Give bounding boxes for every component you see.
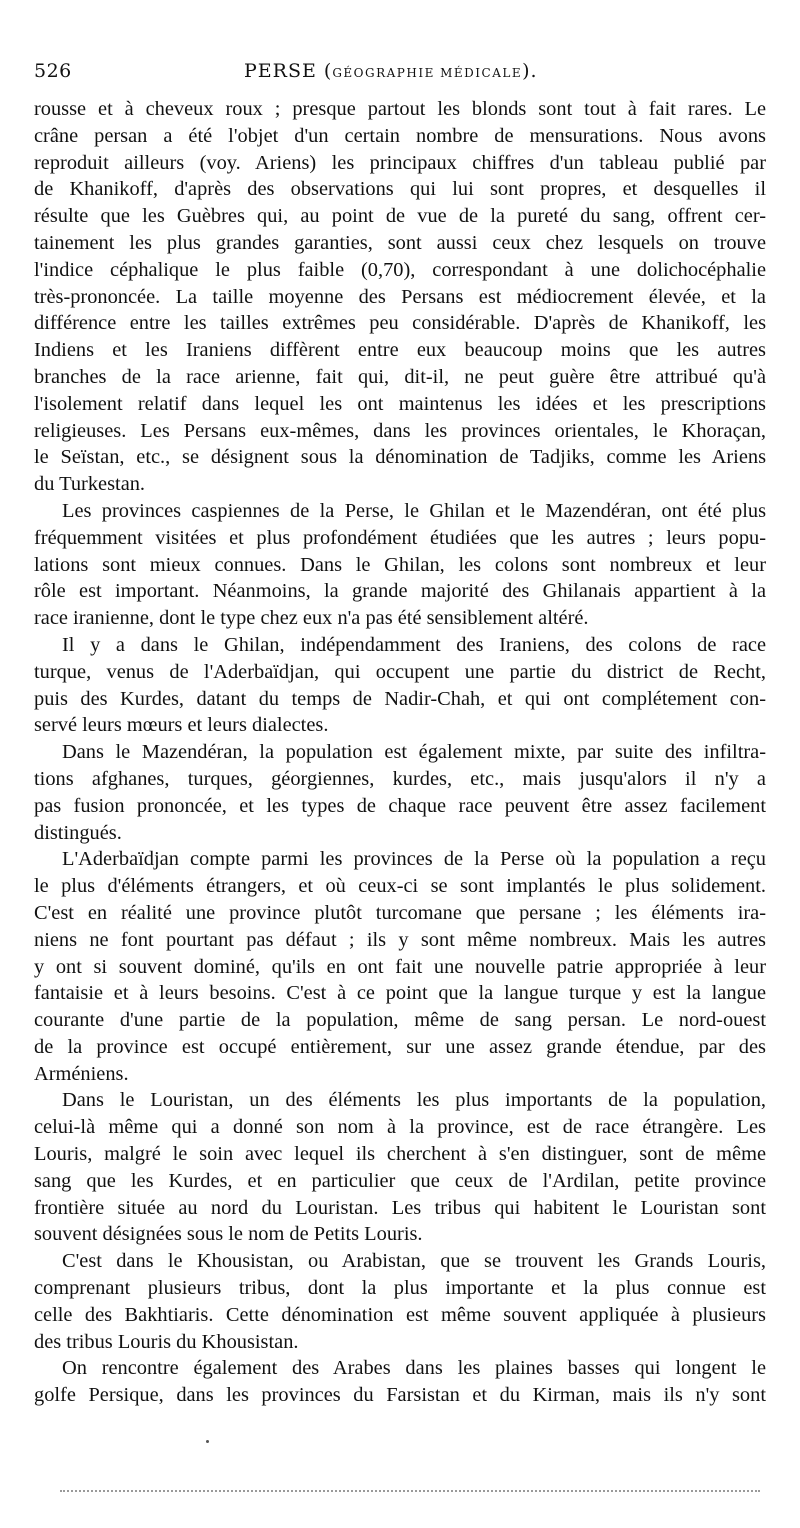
text-line: C'est en réalité une province plutôt turcomane que persane ; les éléments ira-	[34, 901, 766, 924]
text-line: y ont si souvent dominé, qu'ils en ont fait une nouvelle patrie appropriée à leur	[34, 955, 766, 978]
text-line: souvent désignées sous le nom de Petits Louris.	[34, 1223, 423, 1246]
text-line: fréquemment visitées et plus profondément étudiées que les autres ; leurs popu-	[34, 526, 766, 549]
text-line: du Turkestan.	[34, 473, 146, 496]
print-speck	[206, 1440, 209, 1443]
text-line: religieuses. Les Persans eux-mêmes, dans les provinces orientales, le Khoraçan,	[34, 419, 766, 442]
text-line: lations sont mieux connues. Dans le Ghilan, les colons sont nombreux et leur	[34, 553, 766, 576]
text-line: celui-là même qui a donné son nom à la province, est de race étrangère. Les	[34, 1116, 766, 1139]
text-line: rousse et à cheveux roux ; presque partout les blonds sont tout à fait rares. Le	[34, 98, 766, 120]
body-text	[34, 96, 766, 1409]
text-line: de la province est occupé entièrement, sur une assez grande étendue, par des	[34, 1035, 766, 1058]
text-line: fantaisie et à leurs besoins. C'est à ce point que la langue turque y est la langue	[34, 982, 766, 1005]
paragraph-start: On rencontre également des Arabes dans les plaines basses qui longent le	[62, 1357, 766, 1380]
text-line: tions afghanes, turques, géorgiennes, kurdes, etc., mais jusqu'alors il n'y a	[34, 767, 766, 790]
text-line: Arméniens.	[34, 1062, 129, 1085]
text-line: le Seïstan, etc., se désignent sous la dénomination de Tadjiks, comme les Ariens	[34, 446, 766, 469]
text-line: l'indice céphalique le plus faible (0,70), correspondant à une dolichocéphalie	[34, 258, 766, 281]
text-line: pas fusion prononcée, et les types de chaque race peuvent être assez facilement	[34, 794, 766, 817]
text-line: puis des Kurdes, datant du temps de Nadir-Chah, et qui ont complétement con-	[34, 687, 766, 710]
text-line: tainement les plus grandes garanties, sont aussi ceux chez lesquels on trouve	[34, 231, 766, 254]
paragraph-start: C'est dans le Khousistan, ou Arabistan, que se trouvent les Grands Louris,	[62, 1250, 766, 1273]
text-line: race iranienne, dont le type chez eux n'a pas été sensiblement altéré.	[34, 607, 589, 630]
text-line: différence entre les tailles extrêmes peu considérable. D'après de Khanikoff, les	[34, 312, 766, 335]
text-line: branches de la race arienne, fait qui, dit-il, ne peut guère être attribué qu'à	[34, 365, 766, 388]
page-number: 526	[34, 60, 72, 82]
text-line: courante d'une partie de la population, même de sang persan. Le nord-ouest	[34, 1009, 766, 1032]
text-line: golfe Persique, dans les provinces du Farsistan et du Kirman, mais ils n'y sont	[34, 1384, 766, 1407]
text-line: très-prononcée. La taille moyenne des Persans est médiocrement élevée, et la	[34, 285, 766, 308]
text-line: turque, venus de l'Aderbaïdjan, qui occupent une partie du district de Recht,	[34, 660, 766, 683]
page-header	[34, 58, 766, 92]
text-line: distingués.	[34, 821, 122, 844]
footer-rule	[60, 1490, 760, 1492]
paragraph-start: L'Aderbaïdjan compte parmi les provinces de la Perse où la population a reçu	[62, 848, 766, 871]
paragraph-start: Il y a dans le Ghilan, indépendamment des Iraniens, des colons de race	[62, 633, 766, 656]
text-line: comprenant plusieurs tribus, dont la plus importante et la plus connue est	[34, 1277, 766, 1300]
running-head-title: PERSE (	[244, 60, 333, 82]
text-line: servé leurs mœurs et leurs dialectes.	[34, 714, 329, 737]
running-head	[244, 60, 538, 82]
text-line: niens ne font pourtant pas défaut ; ils y sont même nombreux. Mais les autres	[34, 928, 766, 951]
paragraph-start: Dans le Mazendéran, la population est également mixte, par suite des infiltra-	[62, 741, 766, 764]
text-line: Louris, malgré le soin avec lequel ils cherchent à s'en distinguer, sont de même	[34, 1143, 766, 1166]
running-head-subtitle: GÉOGRAPHIE MÉDICALE	[332, 66, 523, 80]
text-line: celle des Bakhtiaris. Cette dénomination est même souvent appliquée à plusieurs	[34, 1303, 766, 1326]
text-line: sang que les Kurdes, et en particulier que ceux de l'Ardilan, petite province	[34, 1169, 766, 1192]
text-line: le plus d'éléments étrangers, et où ceux-ci se sont implantés le plus solidement.	[34, 875, 766, 898]
text-line: frontière située au nord du Louristan. Les tribus qui habitent le Louristan sont	[34, 1196, 766, 1219]
paragraph-start: Dans le Louristan, un des éléments les plus importants de la population,	[62, 1089, 766, 1112]
text-line: rôle est important. Néanmoins, la grande majorité des Ghilanais appartient à la	[34, 580, 766, 603]
running-head-end: ).	[522, 60, 538, 82]
text-line: Indiens et les Iraniens diffèrent entre eux beaucoup moins que les autres	[34, 339, 766, 362]
text-line: de Khanikoff, d'après des observations qui lui sont propres, et desquelles il	[34, 178, 766, 201]
text-line: l'isolement relatif dans lequel les ont maintenus les idées et les prescriptions	[34, 392, 766, 415]
text-line: reproduit ailleurs (voy. Ariens) les principaux chiffres d'un tableau publié par	[34, 151, 766, 174]
text-line: crâne persan a été l'objet d'un certain nombre de mensurations. Nous avons	[34, 124, 766, 147]
text-line: résulte que les Guèbres qui, au point de vue de la pureté du sang, offrent cer-	[34, 205, 766, 228]
paragraph-start: Les provinces caspiennes de la Perse, le Ghilan et le Mazendéran, ont été plus	[62, 499, 766, 522]
text-line: des tribus Louris du Khousistan.	[34, 1330, 299, 1353]
